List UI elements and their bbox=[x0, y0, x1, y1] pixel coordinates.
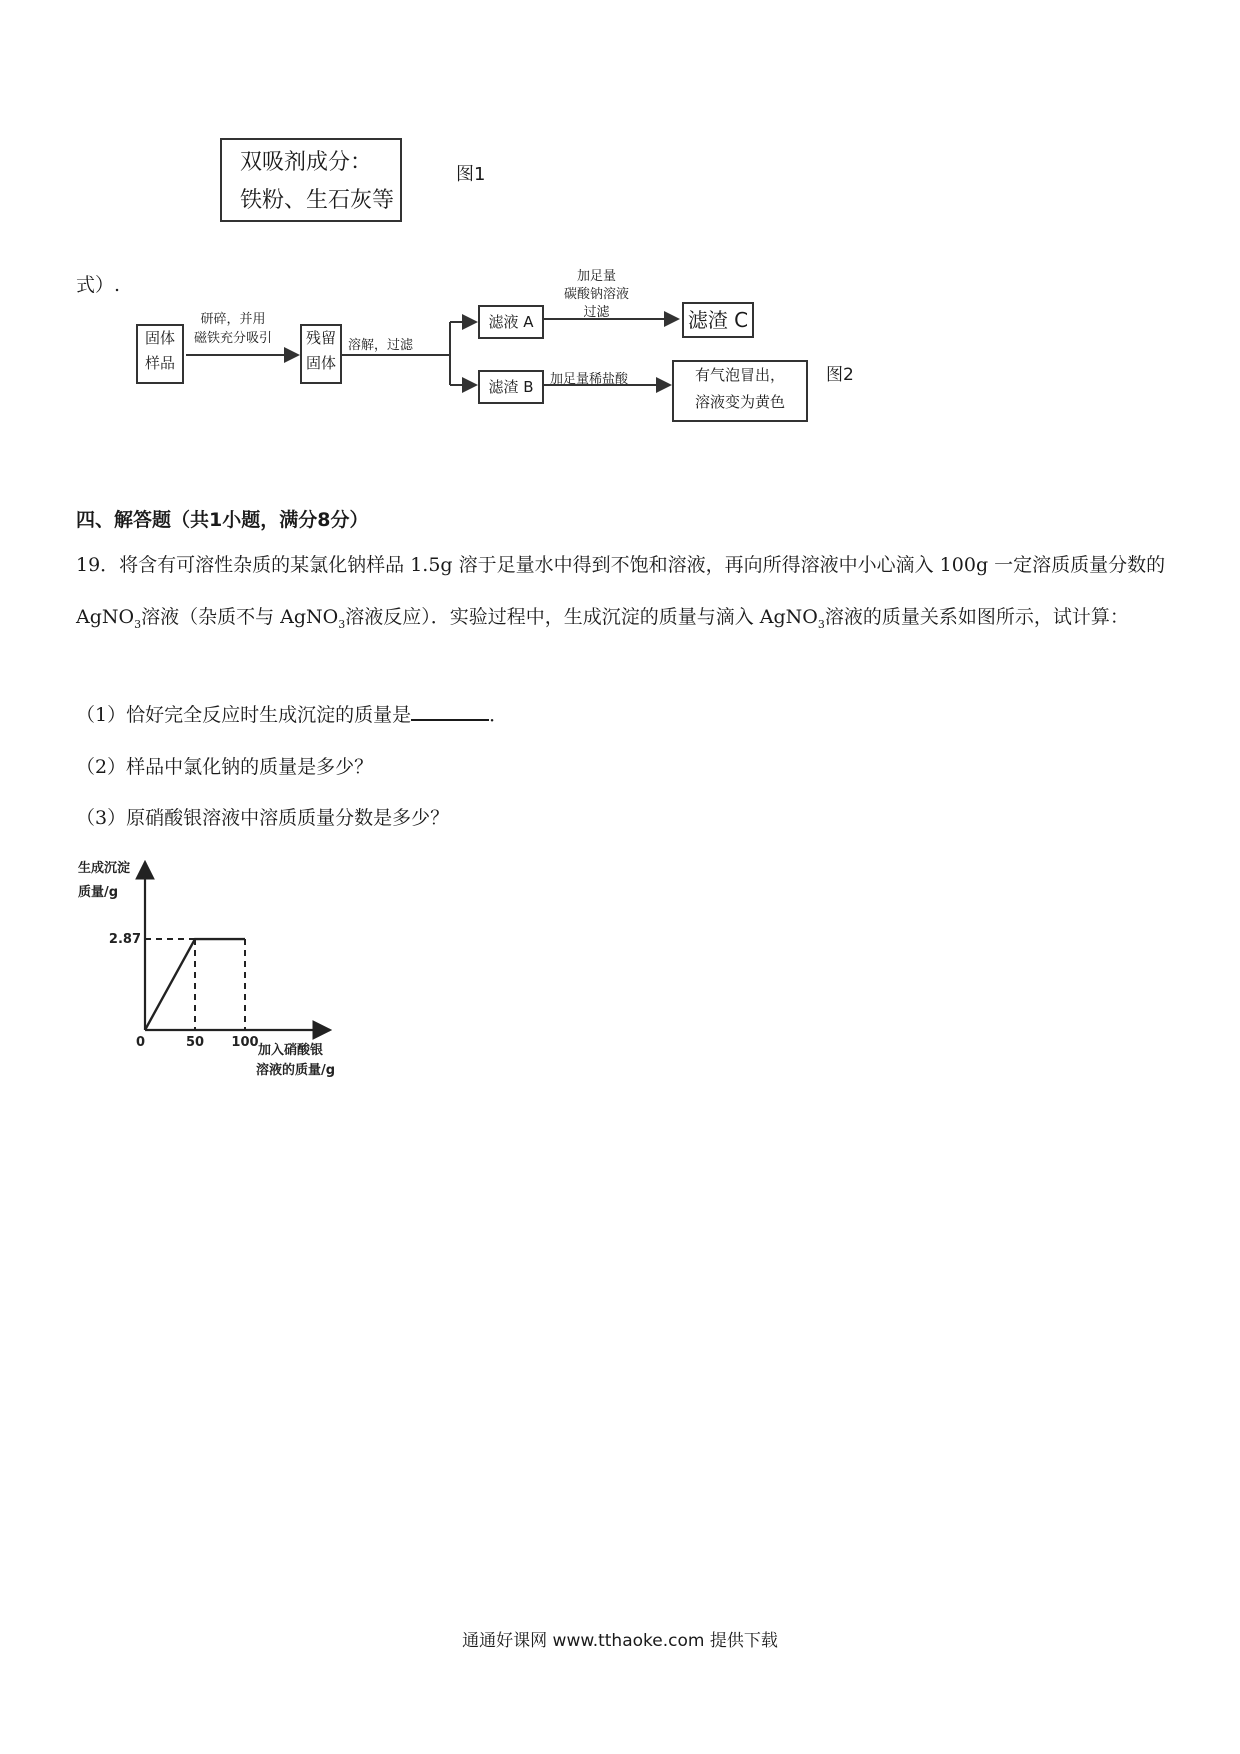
absorbent-composition-box bbox=[220, 138, 402, 222]
node-solid-sample bbox=[136, 324, 184, 384]
footer: 通通好课网 www.tthaoke.com 提供下载 bbox=[462, 1631, 778, 1651]
question-stem bbox=[76, 539, 1166, 651]
text-fragment: 式）. bbox=[76, 274, 121, 296]
arrow-label-add-hcl: 加足量稀盐酸 bbox=[550, 372, 629, 387]
node-residue-b: 滤渣 B bbox=[478, 370, 544, 404]
stem-part-2: 溶液（杂质不与 AgNO bbox=[141, 606, 339, 628]
arrow-label-grind-line2: 磁铁充分吸引 bbox=[194, 331, 273, 346]
node-residue bbox=[300, 324, 342, 384]
sub-question-1 bbox=[76, 700, 508, 727]
y-axis-label-line2: 质量/g bbox=[78, 885, 119, 900]
arrow-label-sc-line1: 加足量 bbox=[577, 269, 617, 284]
node-filtrate-a: 滤液 A bbox=[478, 305, 544, 339]
node-result-line1: 有气泡冒出， bbox=[694, 366, 785, 384]
sub-question-3: （3）原硝酸银溶液中溶质质量分数是多少？ bbox=[76, 807, 450, 829]
stem-part-3: 溶液反应）．实验过程中，生成沉淀的质量与滴入 AgNO bbox=[345, 606, 818, 628]
section-title: 四、解答题（共1小题，满分8分） bbox=[76, 509, 369, 531]
node-residue-line1: 残留 bbox=[305, 329, 336, 347]
sub-question-2: （2）样品中氯化钠的质量是多少？ bbox=[76, 756, 374, 778]
box-line-2: 铁粉、生石灰等 bbox=[240, 188, 395, 213]
arrow-label-sodium-carbonate bbox=[564, 268, 629, 322]
figure-1-label: 图1 bbox=[456, 164, 486, 185]
sub-question-1-end: ． bbox=[489, 704, 509, 726]
x-axis-label-line1: 加入硝酸银 bbox=[258, 1043, 324, 1058]
y-tick-2.87: 2.87 bbox=[108, 932, 141, 948]
node-residue-line2: 固体 bbox=[305, 354, 336, 372]
node-residue-c: 滤渣 C bbox=[682, 302, 754, 338]
node-result-line2: 溶液变为黄色 bbox=[694, 393, 785, 411]
x-tick-100: 100 bbox=[231, 1035, 259, 1050]
node-solid-sample-line1: 固体 bbox=[144, 329, 175, 347]
arrow-label-dissolve: 溶解，过滤 bbox=[348, 338, 414, 353]
box-line-1: 双吸剂成分： bbox=[240, 150, 373, 175]
stem-sub-3: 3 bbox=[817, 617, 825, 631]
x-axis-label-line2: 溶液的质量/g bbox=[256, 1063, 336, 1078]
stem-part-1: 19．将含有可溶性杂质的某氯化钠样品 1.5g 溶于足量水中得到不饱和溶液，再向所得溶液中小心滴入 100g 一定溶质质量分数的 AgNO bbox=[76, 554, 1166, 628]
flowchart bbox=[130, 269, 870, 432]
precipitate-chart bbox=[70, 852, 370, 1082]
arrow-label-grind bbox=[194, 308, 272, 346]
stem-sub-2: 3 bbox=[338, 617, 346, 631]
node-solid-sample-line2: 样品 bbox=[144, 354, 175, 372]
stem-part-4: 溶液的质量关系如图所示，试计算： bbox=[824, 606, 1129, 628]
arrow-label-sc-line2: 碳酸钠溶液 bbox=[564, 287, 630, 302]
stem-sub-1: 3 bbox=[134, 617, 142, 631]
origin-label: 0 bbox=[136, 1035, 146, 1050]
x-tick-50: 50 bbox=[185, 1035, 205, 1050]
node-result bbox=[672, 360, 808, 422]
arrow-label-grind-line1: 研碎，并用 bbox=[200, 312, 266, 327]
sub-question-1-text: （1）恰好完全反应时生成沉淀的质量是 bbox=[76, 704, 412, 726]
answer-blank[interactable] bbox=[411, 701, 489, 721]
arrow-label-sc-line3: 过滤 bbox=[583, 305, 610, 320]
figure-2-label: 图2 bbox=[826, 365, 854, 385]
y-axis-label-line1: 生成沉淀 bbox=[78, 861, 131, 876]
